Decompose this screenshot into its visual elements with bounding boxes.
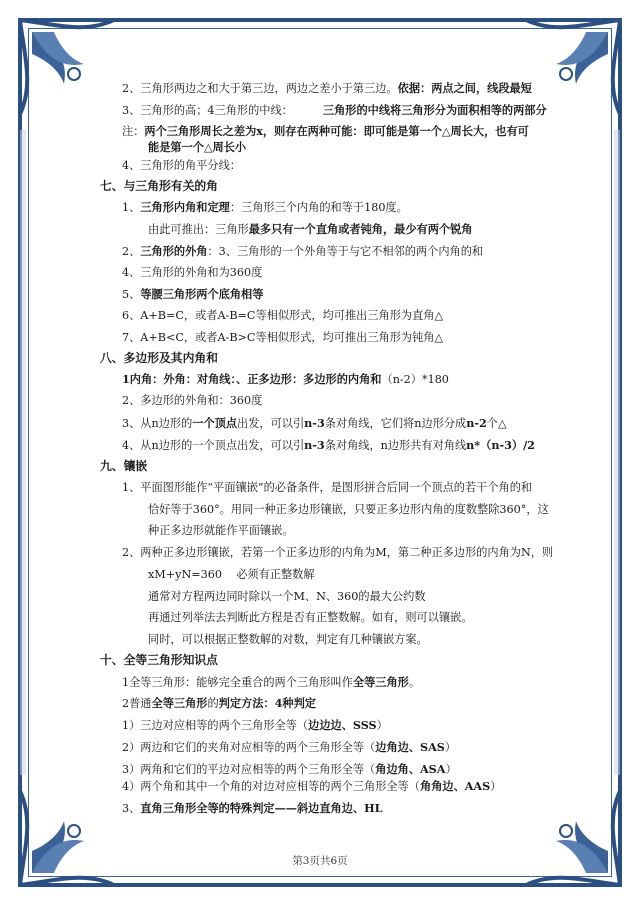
text-line: 5、等腰三角形两个底角相等 bbox=[122, 287, 264, 302]
text-span: 直角三角形全等的 bbox=[140, 801, 230, 815]
text-line: 能是第一个△周长小 bbox=[148, 139, 247, 154]
text-line: 4、三角形的外角和为360度 bbox=[122, 265, 263, 279]
text-line: 2、两种正多边形镶嵌，若第一个正多边形的内角为M，第二种正多边形的内角为N，则 bbox=[122, 546, 554, 560]
text-line: 2、多边形的外角和：360度 bbox=[122, 394, 263, 408]
text-span: 3、 bbox=[122, 802, 141, 815]
text-line: 4、从n边形的一个顶点出发，可以引n-3条对角线，n边形共有对角线n*（n-3）/2 bbox=[122, 437, 535, 452]
text-line: 2、三角形的外角：3、三角形的一个外角等于与它不相邻的两个内角的和 bbox=[122, 243, 484, 258]
text-line: 4、三角形的角平分线： bbox=[122, 158, 241, 172]
text-line: 2）两边和它们的夹角对应相等的两个三角形全等（边角边、SAS） bbox=[122, 739, 457, 754]
text-line: 1、三角形内角和定理：三角形三个内角的和等于180度。 bbox=[122, 200, 408, 215]
text-line: 通常对方程两边同时除以一个M、N、360的最大公约数 bbox=[148, 589, 426, 603]
section-heading: 十、全等三角形知识点 bbox=[100, 652, 218, 667]
text-line: 1全等三角形：能够完全重合的两个三角形叫作全等三角形。 bbox=[122, 674, 421, 689]
section-heading: 八、多边形及其内角和 bbox=[100, 350, 218, 365]
section-heading: 九、镶嵌 bbox=[100, 459, 148, 474]
text-span: 4）两个角和其中一个角的对边对应相等的两个三角形全等（ bbox=[122, 780, 420, 793]
text-line bbox=[122, 800, 383, 817]
text-span: 角角边、AAS bbox=[420, 779, 491, 793]
text-line: 注：两个三角形周长之差为x，则存在两种可能：即可能是第一个△周长大，也有可 bbox=[122, 124, 529, 139]
page-number: 第3页共6页 bbox=[292, 855, 348, 867]
text-span: 特殊判定——斜边直角边、HL bbox=[229, 801, 383, 815]
text-line: 再通过列举法去判断此方程是否有正整数解。如有，则可以镶嵌。 bbox=[148, 611, 473, 625]
text-line: 3、三角形的高；4三角形的中线： 三角形的中线将三角形分为面积相等的两部分 bbox=[122, 102, 547, 117]
section-heading: 七、与三角形有关的角 bbox=[100, 178, 218, 193]
text-line bbox=[122, 778, 501, 795]
text-line: 1）三边对应相等的两个三角形全等（边边边、SSS） bbox=[122, 718, 388, 733]
text-line: 由此可推出：三角形最多只有一个直角或者钝角，最少有两个锐角 bbox=[148, 222, 473, 237]
text-line: 同时，可以根据正整数解的对数，判定有几种镶嵌方案。 bbox=[148, 633, 428, 647]
text-line: 6、A+B=C，或者A-B=C等相似形式，均可推出三角形为直角△ bbox=[122, 309, 444, 323]
text-line: 恰好等于360°。用同一种正多边形镶嵌，只要正多边形内角的度数整除360°，这 bbox=[148, 502, 549, 516]
text-line: 3）两角和它们的平边对应相等的两个三角形全等（角边角、ASA） bbox=[122, 761, 457, 776]
text-line: 3、从n边形的一个顶点出发，可以引n-3条对角线，它们将n边形分成n-2个△ bbox=[122, 415, 507, 430]
text-line: 7、A+B<C，或者A-B>C等相似形式，均可推出三角形为钝角△ bbox=[122, 330, 444, 344]
text-span: ） bbox=[490, 780, 502, 793]
text-line: 1内角：外角：对角线：、正多边形：多边形的内角和（n-2）*180 bbox=[122, 372, 449, 387]
text-line: 种正多边形就能作平面镶嵌。 bbox=[148, 524, 294, 538]
text-line: xM+yN=360 必须有正整数解 bbox=[148, 567, 315, 581]
text-line: 1、平面图形能作“平面镶嵌”的必备条件，是图形拼合后同一个顶点的若干个角的和 bbox=[122, 481, 533, 494]
text-line: 2、三角形两边之和大于第三边，两边之差小于第三边。依据：两点之间，线段最短 bbox=[122, 81, 532, 95]
text-line: 2普通全等三角形的判定方法：4种判定 bbox=[122, 696, 316, 711]
